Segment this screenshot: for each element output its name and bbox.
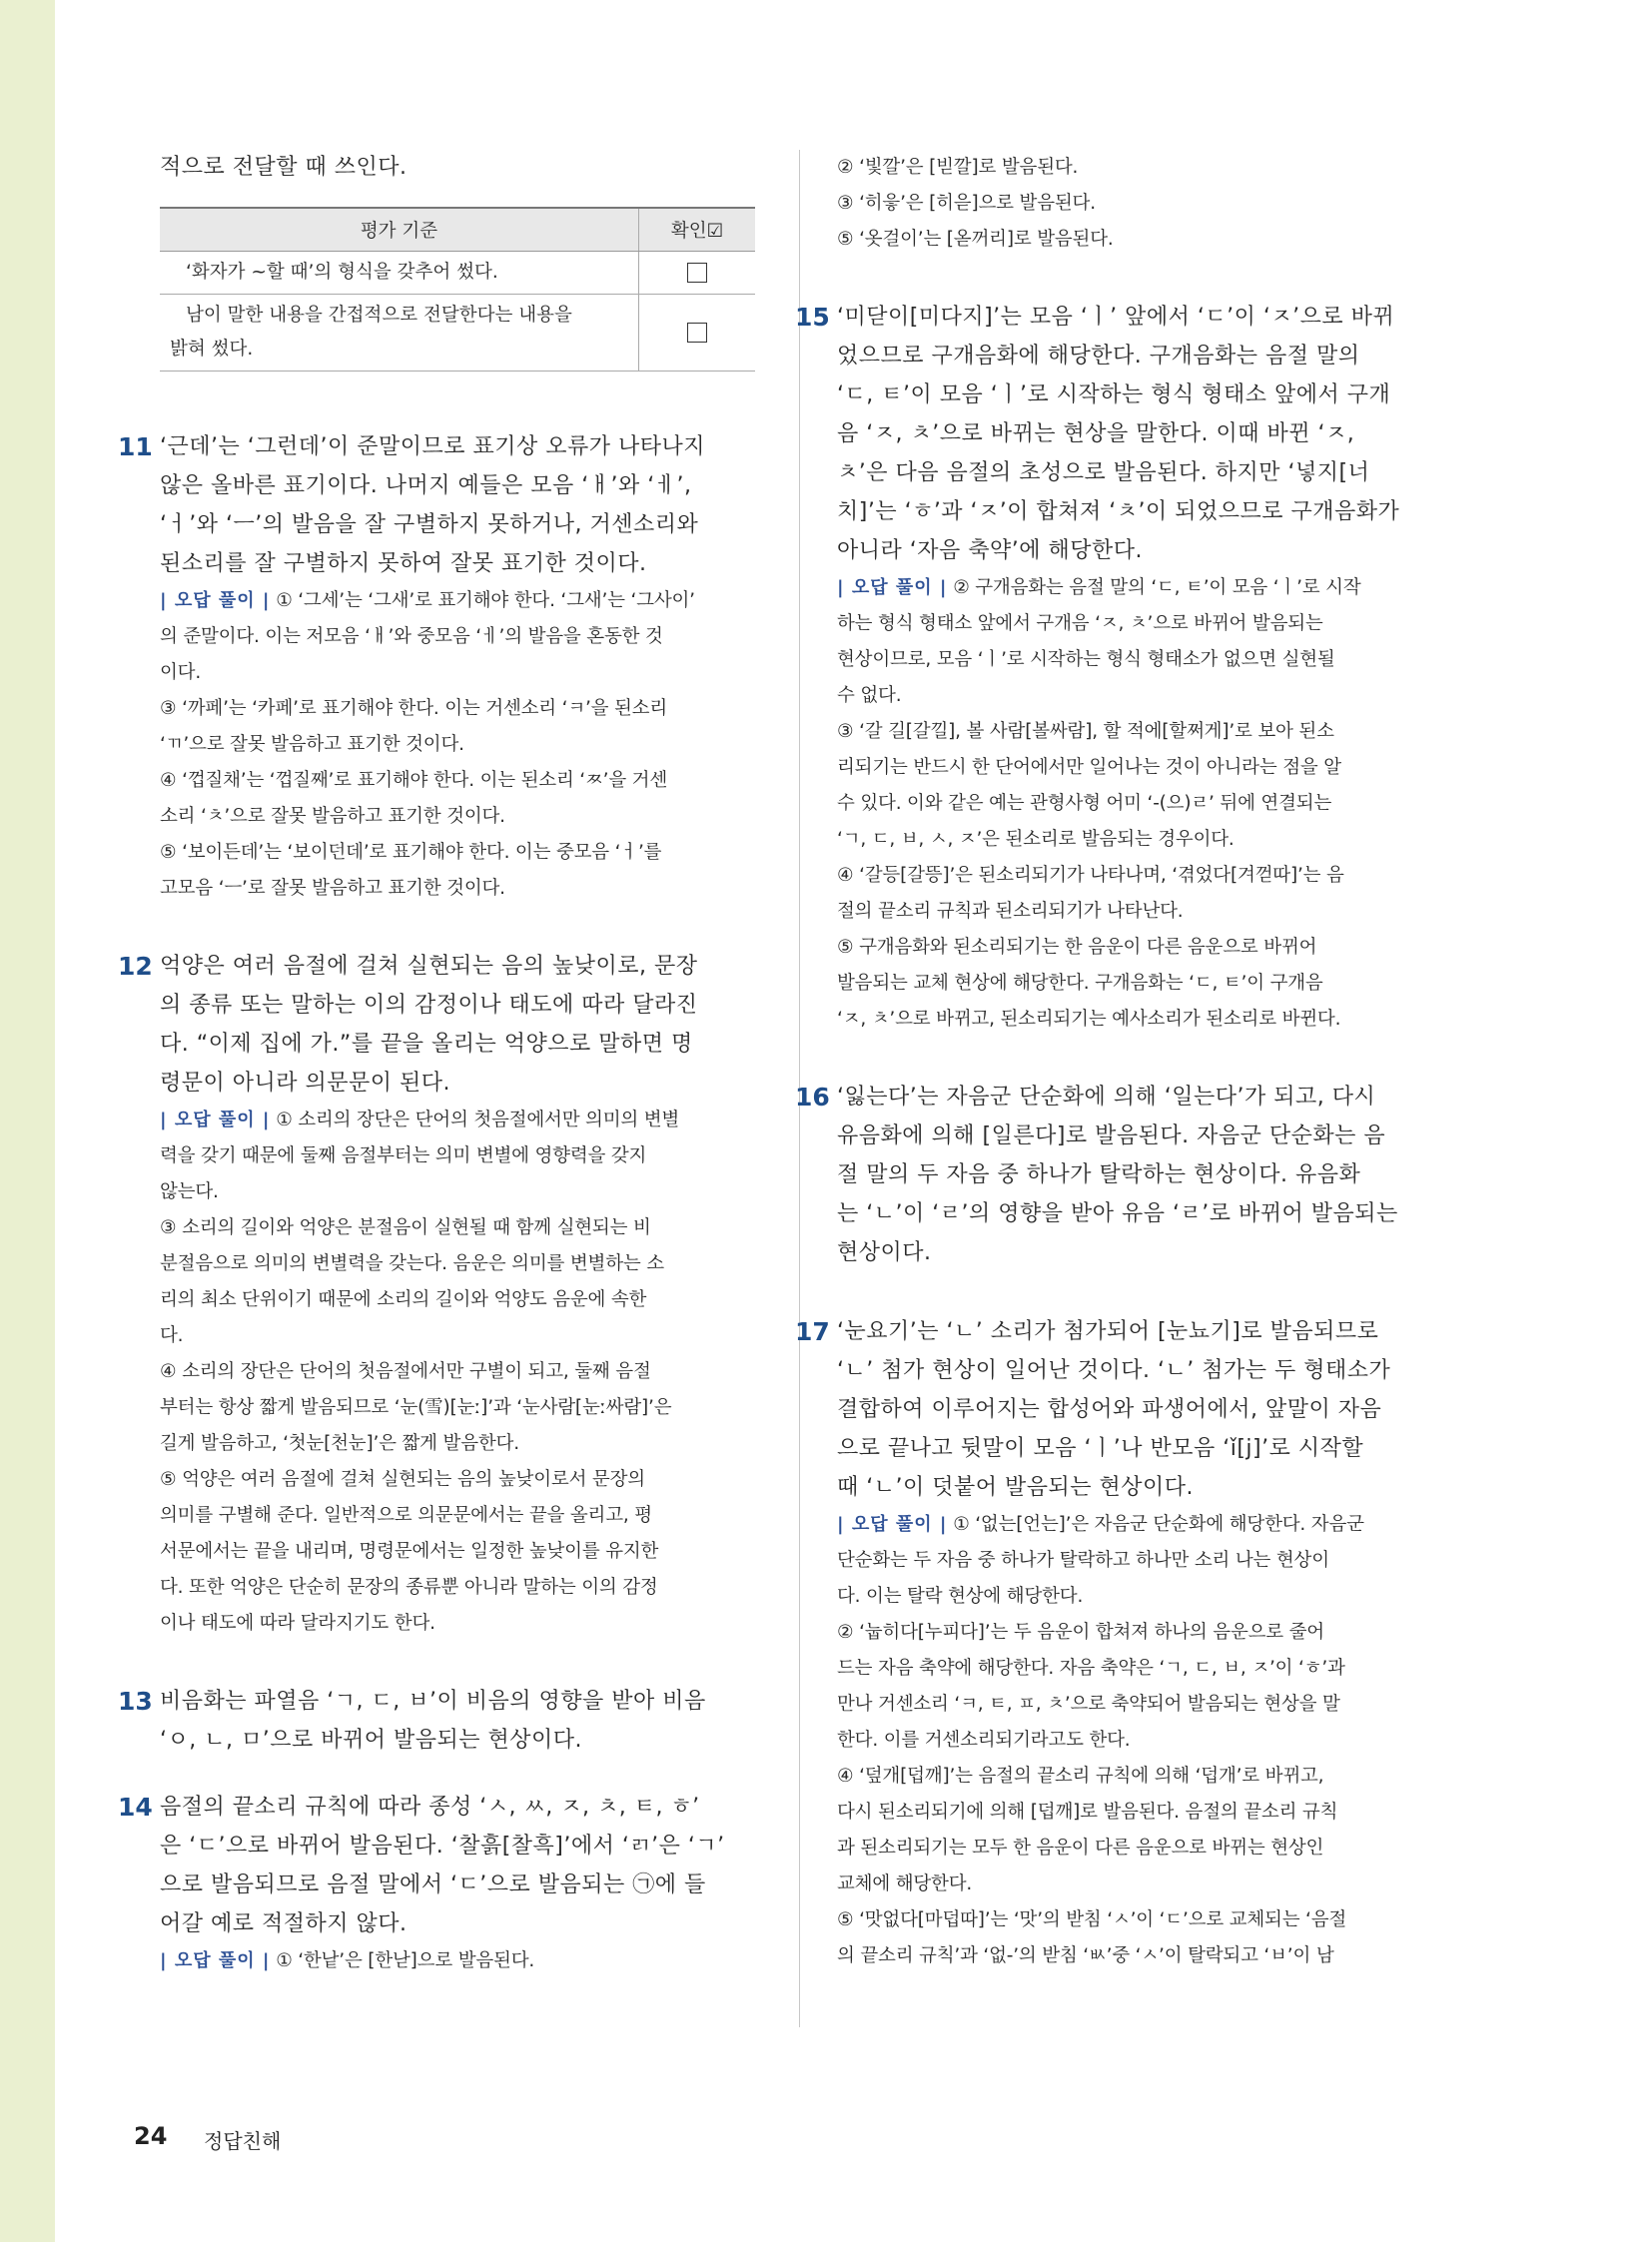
question-number: 12 xyxy=(118,952,153,981)
q17-line: 으로 끝나고 뒷말이 모음 ‘ㅣ’나 반모음 ‘ǐ[j]’로 시작할 xyxy=(837,1436,1364,1461)
odap-line: 교체에 해당한다. xyxy=(837,1873,973,1894)
criteria-row-2 xyxy=(160,295,639,372)
footer-label: 정답친해 xyxy=(204,2129,282,2153)
odap-line: 의미를 구별해 준다. 일반적으로 의문문에서는 끝을 올리고, 평 xyxy=(160,1505,652,1526)
odap-line: 한다. 이를 거센소리되기라고도 한다. xyxy=(837,1730,1131,1751)
odap-line: 수 없다. xyxy=(837,685,902,706)
question-14 xyxy=(118,1788,757,1979)
q15-line: 치]’는 ‘ㅎ’과 ‘ㅈ’이 합쳐져 ‘ㅊ’이 되었으므로 구개음화가 xyxy=(837,499,1400,524)
odap-label: | 오답 풀이 | xyxy=(160,1950,271,1971)
odap-line: 길게 발음하고, ‘첫눈[천눈]’은 짧게 발음한다. xyxy=(160,1433,519,1454)
odap-label: | 오답 풀이 | xyxy=(837,577,948,598)
question-number: 14 xyxy=(118,1793,153,1822)
q16-line: 는 ‘ㄴ’이 ‘ㄹ’의 영향을 받아 유음 ‘ㄹ’로 바뀌어 발음되는 xyxy=(837,1201,1398,1226)
page-number: 24 xyxy=(134,2122,168,2150)
odap-line: ‘ㄲ’으로 잘못 발음하고 표기한 것이다. xyxy=(160,734,464,755)
odap-first-line xyxy=(837,1507,1432,1543)
check-cell-1 xyxy=(639,252,756,295)
odap-text: ① 소리의 장단은 단어의 첫음절에서만 의미의 변별 xyxy=(276,1110,680,1130)
checkbox-2[interactable] xyxy=(687,323,707,343)
odap-line: ③ ‘갈 길[갈낄], 볼 사람[볼싸람], 할 적에[할쩌게]’로 보아 된소 xyxy=(837,721,1334,742)
odap-text: ① ‘그세’는 ‘그새’로 표기해야 한다. ‘그새’는 ‘그사이’ xyxy=(276,590,695,611)
odap-line: 단순화는 두 자음 중 하나가 탈락하고 하나만 소리 나는 현상이 xyxy=(837,1550,1329,1571)
odap-line: 수 있다. 이와 같은 예는 관형사형 어미 ‘-(으)ㄹ’ 뒤에 연결되는 xyxy=(837,793,1332,814)
q11-line: 된소리를 잘 구별하지 못하여 잘못 표기한 것이다. xyxy=(160,551,647,576)
odap-line: 만나 거센소리 ‘ㅋ, ㅌ, ㅍ, ㅊ’으로 축약되어 발음되는 현상을 말 xyxy=(837,1694,1340,1715)
continuation-line: ③ ‘히읗’은 [히읃]으로 발음된다. xyxy=(837,193,1096,214)
q11-line: ‘근데’는 ‘그런데’이 준말이므로 표기상 오류가 나타나지 xyxy=(160,434,705,459)
check-cell-2 xyxy=(639,295,756,372)
q11-line: 않은 올바른 표기이다. 나머지 예들은 모음 ‘ㅐ’와 ‘ㅔ’, xyxy=(160,473,692,498)
odap-line: 부터는 항상 짧게 발음되므로 ‘눈(雪)[눈ː]’과 ‘눈사람[눈ː싸람]’은 xyxy=(160,1397,672,1418)
odap-first-line xyxy=(160,583,757,619)
odap-line: 소리 ‘ㅊ’으로 잘못 발음하고 표기한 것이다. xyxy=(160,806,505,827)
q17-line: ‘눈요기’는 ‘ㄴ’ 소리가 첨가되어 [눈뇨기]로 발음되므로 xyxy=(837,1319,1379,1344)
q12-line: 의 종류 또는 말하는 이의 감정이나 태도에 따라 달라진 xyxy=(160,993,698,1018)
side-color-band xyxy=(0,0,55,2242)
odap-label: | 오답 풀이 | xyxy=(837,1514,948,1535)
odap-line: 이나 태도에 따라 달라지기도 한다. xyxy=(160,1613,435,1634)
question-16 xyxy=(795,1078,1432,1272)
odap-label: | 오답 풀이 | xyxy=(160,1110,271,1130)
question-15 xyxy=(795,298,1432,1038)
odap-line: ④ ‘껍질채’는 ‘껍질째’로 표기해야 한다. 이는 된소리 ‘ㅉ’을 거센 xyxy=(160,770,668,791)
question-number: 16 xyxy=(795,1083,830,1112)
odap-first-line xyxy=(837,570,1432,606)
odap-line: 다. 이는 탈락 현상에 해당한다. xyxy=(837,1586,1084,1607)
odap-line: 드는 자음 축약에 해당한다. 자음 축약은 ‘ㄱ, ㄷ, ㅂ, ㅈ’이 ‘ㅎ’과 xyxy=(837,1658,1345,1679)
question-number: 13 xyxy=(118,1687,153,1716)
odap-line: ‘ㄱ, ㄷ, ㅂ, ㅅ, ㅈ’은 된소리로 발음되는 경우이다. xyxy=(837,829,1235,850)
check-header: 확인☑ xyxy=(639,208,756,252)
odap-line: 다. 또한 억양은 단순히 문장의 종류뿐 아니라 말하는 이의 감정 xyxy=(160,1577,658,1598)
odap-text: ② 구개음화는 음절 말의 ‘ㄷ, ㅌ’이 모음 ‘ㅣ’로 시작 xyxy=(953,577,1361,598)
continuation-line: 적으로 전달할 때 쓰인다. xyxy=(160,155,408,180)
odap-line: ⑤ 구개음화와 된소리되기는 한 음운이 다른 음운으로 바뀌어 xyxy=(837,937,1317,958)
left-column xyxy=(118,148,757,1979)
question-12 xyxy=(118,947,757,1642)
q15-line: 음 ‘ㅈ, ㅊ’으로 바뀌는 현상을 말한다. 이때 바뀐 ‘ㅈ, xyxy=(837,421,1355,446)
criteria-row-1-text: ‘화자가 ~할 때’의 형식을 갖추어 썼다. xyxy=(186,262,498,283)
q15-line: ‘미닫이[미다지]’는 모음 ‘ㅣ’ 앞에서 ‘ㄷ’이 ‘ㅈ’으로 바뀌 xyxy=(837,305,1395,330)
q17-line: ‘ㄴ’ 첨가 현상이 일어난 것이다. ‘ㄴ’ 첨가는 두 형태소가 xyxy=(837,1358,1391,1383)
odap-line: ④ ‘갈등[갈뜽]’은 된소리되기가 나타나며, ‘겪었다[겨껃따]’는 음 xyxy=(837,865,1344,886)
odap-line: 하는 형식 형태소 앞에서 구개음 ‘ㅈ, ㅊ’으로 바뀌어 발음되는 xyxy=(837,613,1323,634)
q16-line: 현상이다. xyxy=(837,1240,932,1265)
q12-line: 다. “이제 집에 가.”를 끝을 올리는 억양으로 말하면 명 xyxy=(160,1032,693,1057)
odap-text: ① ‘한낱’은 [한낟]으로 발음된다. xyxy=(276,1950,535,1971)
odap-line: 다시 된소리되기에 의해 [덥깨]로 발음된다. 음절의 끝소리 규칙 xyxy=(837,1802,1338,1823)
odap-line: 발음되는 교체 현상에 해당한다. 구개음화는 ‘ㄷ, ㅌ’이 구개음 xyxy=(837,973,1323,994)
odap-line: 이다. xyxy=(160,662,202,683)
odap-text: ① ‘없는[언는]’은 자음군 단순화에 해당한다. 자음군 xyxy=(953,1514,1364,1535)
q14-line: 은 ‘ㄷ’으로 바뀌어 발음된다. ‘찰흙[찰흑]’에서 ‘ㄺ’은 ‘ㄱ’ xyxy=(160,1834,725,1859)
odap-line: ⑤ 억양은 여러 음절에 걸쳐 실현되는 음의 높낮이로서 문장의 xyxy=(160,1469,645,1490)
question-13 xyxy=(118,1682,757,1760)
odap-line: 서문에서는 끝을 내리며, 명령문에서는 일정한 높낮이를 유지한 xyxy=(160,1541,659,1562)
continuation-line: ② ‘빛깔’은 [빋깔]로 발음된다. xyxy=(837,157,1079,178)
criteria-header: 평가 기준 xyxy=(160,208,639,252)
q15-line: ‘ㄷ, ㅌ’이 모음 ‘ㅣ’로 시작하는 형식 형태소 앞에서 구개 xyxy=(837,382,1391,407)
odap-line: ‘ㅈ, ㅊ’으로 바뀌고, 된소리되기는 예사소리가 된소리로 바뀐다. xyxy=(837,1009,1341,1030)
q12-line: 령문이 아니라 의문문이 된다. xyxy=(160,1071,450,1096)
odap-line: 과 된소리되기는 모두 한 음운이 다른 음운으로 바뀌는 현상인 xyxy=(837,1838,1324,1859)
continuation-line: ⑤ ‘옷걸이’는 [옫꺼리]로 발음된다. xyxy=(837,229,1114,250)
odap-line: 절의 끝소리 규칙과 된소리되기가 나타난다. xyxy=(837,901,1184,922)
odap-line: 고모음 ‘ㅡ’로 잘못 발음하고 표기한 것이다. xyxy=(160,878,505,899)
odap-line: 다. xyxy=(160,1325,184,1346)
odap-line: 력을 갖기 때문에 둘째 음절부터는 의미 변별에 영향력을 갖지 xyxy=(160,1145,647,1166)
odap-line: 분절음으로 의미의 변별력을 갖는다. 음운은 의미를 변별하는 소 xyxy=(160,1253,664,1274)
question-number: 15 xyxy=(795,303,830,332)
right-column xyxy=(795,150,1432,1974)
q12-line: 억양은 여러 음절에 걸쳐 실현되는 음의 높낮이로, 문장 xyxy=(160,954,698,979)
q16-line: ‘잃는다’는 자음군 단순화에 의해 ‘일는다’가 되고, 다시 xyxy=(837,1085,1376,1110)
question-number: 11 xyxy=(118,432,153,461)
odap-line: 않는다. xyxy=(160,1181,219,1202)
odap-line: 현상이므로, 모음 ‘ㅣ’로 시작하는 형식 형태소가 없으면 실현될 xyxy=(837,649,1335,670)
criteria-row-2-line-2: 밝혀 썼다. xyxy=(170,339,254,360)
odap-line: 리되기는 반드시 한 단어에서만 일어나는 것이 아니라는 점을 알 xyxy=(837,757,1341,778)
q17-line: 때 ‘ㄴ’이 덧붙어 발음되는 현상이다. xyxy=(837,1475,1194,1500)
question-17 xyxy=(795,1312,1432,1974)
question-11 xyxy=(118,427,757,907)
odap-line: ⑤ ‘맛없다[마덥따]’는 ‘맛’의 받침 ‘ㅅ’이 ‘ㄷ’으로 교체되는 ‘음절 xyxy=(837,1909,1347,1930)
criteria-row-2-line-1: 남이 말한 내용을 간접적으로 전달한다는 내용을 xyxy=(186,305,572,326)
odap-line: 의 끝소리 규칙’과 ‘없-’의 받침 ‘ㅄ’중 ‘ㅅ’이 탈락되고 ‘ㅂ’이 남 xyxy=(837,1945,1334,1966)
checkbox-1[interactable] xyxy=(687,263,707,283)
q11-line: ‘ㅓ’와 ‘ㅡ’의 발음을 잘 구별하지 못하거나, 거센소리와 xyxy=(160,512,699,537)
odap-first-line xyxy=(160,1103,757,1138)
odap-label: | 오답 풀이 | xyxy=(160,590,271,611)
q15-line: 아니라 ‘자음 축약’에 해당한다. xyxy=(837,538,1143,563)
q15-line: 었으므로 구개음화에 해당한다. 구개음화는 음절 말의 xyxy=(837,344,1360,369)
q17-line: 결합하여 이루어지는 합성어와 파생어에서, 앞말이 자음 xyxy=(837,1397,1382,1422)
q13-line: ‘ㅇ, ㄴ, ㅁ’으로 바뀌어 발음되는 현상이다. xyxy=(160,1728,582,1753)
q13-line: 비음화는 파열음 ‘ㄱ, ㄷ, ㅂ’이 비음의 영향을 받아 비음 xyxy=(160,1689,706,1714)
odap-line: 의 준말이다. 이는 저모음 ‘ㅐ’와 중모음 ‘ㅔ’의 발음을 혼동한 것 xyxy=(160,626,663,647)
question-number: 17 xyxy=(795,1317,830,1346)
q14-line: 음절의 끝소리 규칙에 따라 종성 ‘ㅅ, ㅆ, ㅈ, ㅊ, ㅌ, ㅎ’ xyxy=(160,1795,700,1820)
odap-line: ⑤ ‘보이든데’는 ‘보이던데’로 표기해야 한다. 이는 중모음 ‘ㅓ’를 xyxy=(160,842,662,863)
odap-line: 리의 최소 단위이기 때문에 소리의 길이와 억양도 음운에 속한 xyxy=(160,1289,647,1310)
q14-line: 으로 발음되므로 음절 말에서 ‘ㄷ’으로 발음되는 ㉠에 들 xyxy=(160,1872,706,1897)
evaluation-table xyxy=(160,207,755,372)
odap-line: ② ‘눕히다[누피다]’는 두 음운이 합쳐져 하나의 음운으로 줄어 xyxy=(837,1622,1324,1643)
q16-line: 유음화에 의해 [일른다]로 발음된다. 자음군 단순화는 음 xyxy=(837,1123,1386,1148)
criteria-row-1 xyxy=(160,252,639,295)
odap-line: ③ ‘까페’는 ‘카페’로 표기해야 한다. 이는 거센소리 ‘ㅋ’을 된소리 xyxy=(160,698,668,719)
q16-line: 절 말의 두 자음 중 하나가 탈락하는 현상이다. 유음화 xyxy=(837,1162,1361,1187)
odap-line: ③ 소리의 길이와 억양은 분절음이 실현될 때 함께 실현되는 비 xyxy=(160,1217,651,1238)
odap-line: ④ ‘덮개[덥깨]’는 음절의 끝소리 규칙에 의해 ‘덥개’로 바뀌고, xyxy=(837,1766,1324,1787)
q14-line: 어갈 예로 적절하지 않다. xyxy=(160,1911,408,1936)
odap-first-line xyxy=(160,1943,757,1979)
q15-line: ㅊ’은 다음 음절의 초성으로 발음된다. 하지만 ‘넣지[너 xyxy=(837,460,1370,485)
odap-line: ④ 소리의 장단은 단어의 첫음절에서만 구별이 되고, 둘째 음절 xyxy=(160,1361,651,1382)
